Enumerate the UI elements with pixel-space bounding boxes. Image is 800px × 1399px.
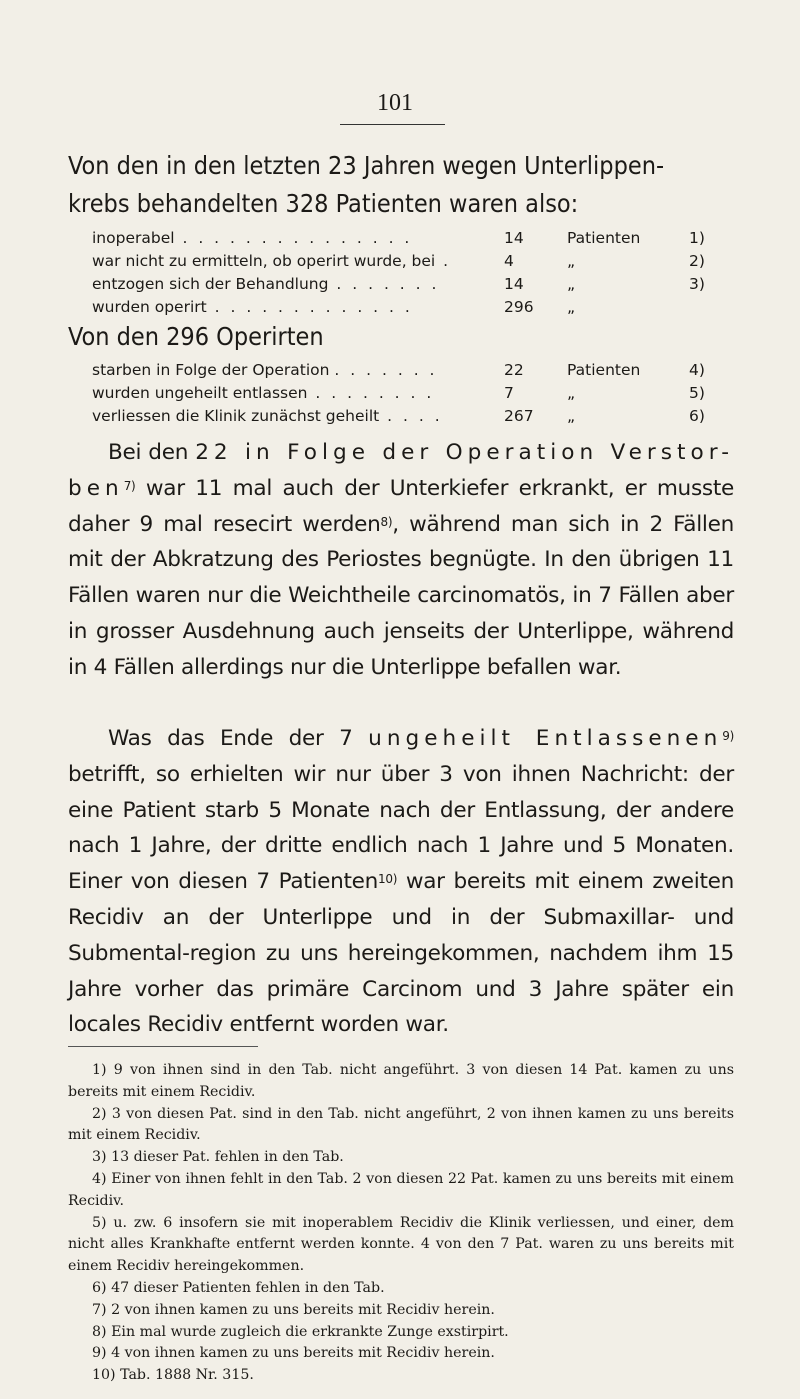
paragraph-uncured: Was das Ende der 7 ungeheilt Entlassenen$^{9)}$ betrifft, so erhielten wir nur über 3 von ihnen Nachricht: der eine Patient starb 5 Monate nach der Entlassung, der andere nach 1 Jahre, der dritte endlich nach 1 Jahre und 5 Monaten. Einer von diesen 7 Patienten$^{10)}$ war bereits mit einem zweiten Recidiv an der Unterlippe und in der Submaxillar- und Submental-region zu uns hereingekommen, nachdem ihm 15 Jahre vorher das primäre Carcinom und 3 Jahre später ein locales Recidiv entfernt worden war.: [68, 726, 735, 1038]
row-count: 14: [504, 275, 524, 293]
footnote: 3) 13 dieser Pat. fehlen in den Tab.: [92, 1149, 344, 1166]
paragraph-deaths: Bei den 22 in Folge der Operation Verstor-ben$^{7)}$ war 11 mal auch der Unterkiefer erkrankt, er musste daher 9 mal resecirt werden$^{8)}$, während man sich in 2 Fällen mit der Abkratzung des Periostes begnügte. In den übrigen 11 Fällen waren nur die Weichtheile carcinomatös, in 7 Fällen aber in grosser Ausdehnung auch jenseits der Unterlippe, während in 4 Fällen allerdings nur die Unterlippe befallen war.: [68, 440, 734, 680]
row-footnote-ref: 4): [689, 361, 705, 379]
table-row: [92, 384, 712, 407]
row-unit: „: [567, 384, 576, 402]
outcome-table-all: [92, 229, 712, 321]
row-unit: Patienten: [567, 361, 641, 379]
row-count: 4: [504, 252, 514, 270]
footnote-ref: 7): [123, 478, 136, 493]
footnote: 7) 2 von ihnen kamen zu uns bereits mit Recidiv herein.: [92, 1301, 495, 1318]
row-label: entzogen sich der Behandlung: [92, 275, 329, 293]
row-footnote-ref: 6): [689, 407, 705, 425]
row-unit: „: [567, 298, 576, 316]
footnote-ref: 10): [378, 872, 398, 887]
row-label: wurden ungeheilt entlassen: [92, 384, 308, 402]
leader-dots: . . . .: [379, 407, 443, 425]
heading-line-2: krebs behandelten 328 Patienten waren also:: [68, 189, 579, 218]
footnote: 1) 9 von ihnen sind in den Tab. nicht angeführt. 3 von diesen 14 Pat. kamen zu uns bereits mit einem Recidiv.: [68, 1062, 734, 1100]
leader-dots: . . . . . . .: [334, 361, 438, 379]
row-footnote-ref: 5): [689, 384, 705, 402]
row-label: starben in Folge der Operation: [92, 361, 330, 379]
heading-line-1: Von den in den letzten 23 Jahren wegen Unterlippen-: [68, 151, 665, 180]
footnote-ref: 9): [722, 729, 735, 743]
row-label: war nicht zu ermitteln, ob operirt wurde, bei: [92, 252, 436, 270]
row-unit: „: [567, 407, 576, 425]
row-label: inoperabel: [92, 229, 175, 247]
emphasis-spaced: 22 in Folge der Operation Verstor-ben: [68, 440, 734, 501]
footnote: 10) Tab. 1888 Nr. 315.: [92, 1367, 254, 1384]
row-footnote-ref: 2): [689, 252, 705, 270]
leader-dots: .: [435, 252, 452, 270]
footnote: 9) 4 von ihnen kamen zu uns bereits mit Recidiv herein.: [92, 1345, 495, 1362]
table-row: [92, 407, 712, 430]
footnote: 8) Ein mal wurde zugleich die erkrankte Zunge exstirpirt.: [92, 1323, 509, 1340]
table-row: [92, 361, 712, 384]
table-row: [92, 275, 712, 298]
emphasis-spaced: ungeheilt Entlassenen: [368, 726, 723, 751]
heading-operated: Von den 296 Operirten: [68, 322, 324, 351]
row-count: 296: [504, 298, 534, 316]
row-label: wurden operirt: [92, 298, 207, 316]
footnote: 6) 47 dieser Patienten fehlen in den Tab.: [92, 1279, 385, 1296]
footnote: 2) 3 von diesen Pat. sind in den Tab. nicht angeführt, 2 von ihnen kamen zu uns bereits mit einem Recidiv.: [68, 1105, 734, 1144]
footnote-ref: 8): [380, 514, 393, 529]
footnote: 4) Einer von ihnen fehlt in den Tab. 2 von diesen 22 Pat. kamen zu uns bereits mit einem Recidiv.: [68, 1170, 734, 1209]
row-count: 22: [504, 361, 524, 379]
row-count: 14: [504, 229, 524, 247]
leader-dots: . . . . . . . . . . . . . . .: [174, 229, 413, 247]
leader-dots: . . . . . . . . . . . . .: [206, 298, 413, 316]
row-unit: „: [567, 275, 576, 293]
row-unit: Patienten: [567, 229, 641, 247]
row-label: verliessen die Klinik zunächst geheilt: [92, 407, 380, 425]
leader-dots: . . . . . . . .: [307, 384, 435, 402]
row-unit: „: [567, 252, 576, 270]
page-number: 101: [377, 90, 413, 116]
footnotes: [68, 1060, 734, 1387]
table-row: [92, 229, 712, 252]
row-count: 7: [504, 384, 514, 402]
leader-dots: . . . . . . .: [328, 275, 440, 293]
row-count: 267: [504, 407, 534, 425]
row-footnote-ref: 1): [689, 229, 705, 247]
table-row: [92, 252, 712, 275]
outcome-table-operated: [92, 361, 712, 430]
page-number-rule: [340, 124, 445, 125]
footnote: 5) u. zw. 6 insofern sie mit inoperablem Recidiv die Klinik verliessen, und einer, dem nicht alles Krankhafte entfernt werden konnte. 4 von den 7 Pat. waren zu uns bereits mit einem Recidiv hereingekommen.: [68, 1214, 734, 1275]
footnote-separator: [68, 1046, 258, 1047]
row-footnote-ref: 3): [689, 275, 705, 293]
